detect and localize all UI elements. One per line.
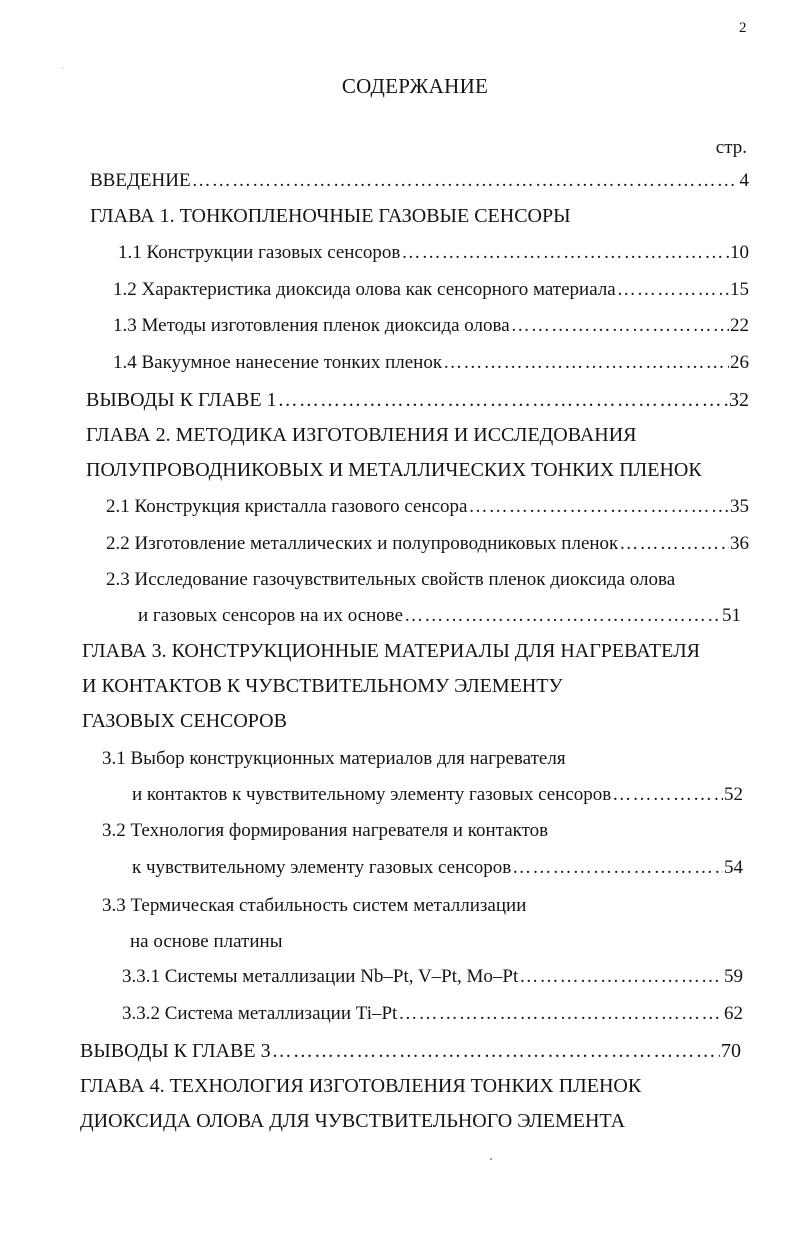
toc-entry-text: 2.2 Изготовление металлических и полупроводниковых пленок: [106, 533, 619, 554]
toc-entry-text: 3.3 Термическая стабильность систем металлизации: [102, 895, 527, 916]
leader-dots: [511, 315, 729, 337]
toc-entry-text: ПОЛУПРОВОДНИКОВЫХ И МЕТАЛЛИЧЕСКИХ ТОНКИХ ПЛЕНОК: [86, 459, 702, 481]
toc-chapter-3-heading-cont: [82, 675, 749, 703]
leader-dots: [272, 1040, 720, 1063]
toc-entry-text: 2.1 Конструкция кристалла газового сенсора: [106, 496, 468, 517]
toc-entry-page: 62: [724, 1003, 743, 1024]
toc-entry-text: ВЫВОДЫ К ГЛАВЕ 3: [80, 1040, 271, 1062]
toc-entry-2-1: [106, 496, 749, 524]
toc-entry-1-4: [113, 352, 749, 380]
toc-entry-1-1: [118, 242, 749, 270]
toc-entry-conclusions-3: [80, 1040, 741, 1068]
leader-dots: [619, 533, 729, 555]
toc-entry-page: 26: [730, 352, 749, 373]
toc-entry-text: ВЫВОДЫ К ГЛАВЕ 1: [86, 389, 277, 411]
page-column-label: стр.: [715, 137, 747, 158]
toc-chapter-2-heading: [86, 424, 749, 452]
toc-entry-text: ГЛАВА 1. ТОНКОПЛЕНОЧНЫЕ ГАЗОВЫЕ СЕНСОРЫ: [90, 205, 571, 227]
leader-dots: [192, 170, 739, 192]
toc-entry-page: 70: [721, 1040, 741, 1062]
toc-entry-page: 15: [730, 279, 749, 300]
toc-entry-page: 4: [739, 170, 749, 191]
toc-entry-text: 3.2 Технология формирования нагревателя и контактов: [102, 820, 549, 841]
toc-entry-3-1-cont: [132, 784, 743, 812]
leader-dots: [398, 1003, 723, 1025]
toc-entry-1-3: [113, 315, 749, 343]
toc-entry-text: 3.3.1 Системы металлизации Nb–Pt, V–Pt, Mo–Pt: [122, 966, 519, 987]
toc-chapter-3-heading-cont-2: [82, 710, 749, 738]
toc-entry-page: 51: [722, 605, 741, 626]
toc-entry-3-3-2: [122, 1003, 743, 1031]
toc-entry-text: и газовых сенсоров на их основе: [138, 605, 404, 626]
toc-chapter-1-heading: [90, 205, 749, 233]
leader-dots: [401, 242, 729, 264]
toc-entry-page: 59: [724, 966, 743, 987]
toc-entry-page: 52: [724, 784, 743, 805]
toc-entry-text: ВВЕДЕНИЕ: [90, 170, 191, 191]
toc-entry-page: 10: [730, 242, 749, 263]
toc-entry-text: ГЛАВА 2. МЕТОДИКА ИЗГОТОВЛЕНИЯ И ИССЛЕДОВАНИЯ: [86, 424, 637, 446]
toc-entry-page: 32: [729, 389, 749, 411]
toc-chapter-4-heading-cont: [80, 1110, 749, 1138]
toc-entry-introduction: [90, 170, 749, 198]
toc-entry-text: 1.4 Вакуумное нанесение тонких пленок: [113, 352, 443, 373]
toc-entry-3-1: [102, 748, 749, 776]
toc-entry-text: ГЛАВА 4. ТЕХНОЛОГИЯ ИЗГОТОВЛЕНИЯ ТОНКИХ ПЛЕНОК: [80, 1075, 642, 1097]
toc-entry-text: 1.3 Методы изготовления пленок диоксида олова: [113, 315, 510, 336]
toc-entry-3-3-cont: [130, 931, 749, 959]
toc-entry-text: ГЛАВА 3. КОНСТРУКЦИОННЫЕ МАТЕРИАЛЫ ДЛЯ НАГРЕВАТЕЛЯ: [82, 640, 700, 662]
leader-dots: [278, 389, 728, 412]
toc-entry-3-2: [102, 820, 749, 848]
leader-dots: [519, 966, 723, 988]
toc-entry-page: 22: [730, 315, 749, 336]
toc-chapter-3-heading: [82, 640, 749, 668]
toc-entry-1-2: [113, 279, 749, 307]
toc-entry-text: 2.3 Исследование газочувствительных свойств пленок диоксида олова: [106, 569, 676, 590]
leader-dots: [612, 784, 723, 806]
toc-chapter-4-heading: [80, 1075, 749, 1103]
toc-entry-text: и контактов к чувствительному элементу газовых сенсоров: [132, 784, 612, 805]
page-number: 2: [739, 20, 747, 36]
toc-entry-text: 1.2 Характеристика диоксида олова как сенсорного материала: [113, 279, 616, 300]
toc-entry-2-3-cont: [138, 605, 741, 633]
toc-entry-3-3: [102, 895, 749, 923]
toc-entry-page: 36: [730, 533, 749, 554]
toc-entry-text: И КОНТАКТОВ К ЧУВСТВИТЕЛЬНОМУ ЭЛЕМЕНТУ: [82, 675, 563, 697]
toc-chapter-2-heading-cont: [86, 459, 749, 487]
page-title: СОДЕРЖАНИЕ: [341, 74, 489, 98]
toc-entry-text: 3.3.2 Система металлизации Ti–Pt: [122, 1003, 398, 1024]
toc-entry-text: 3.1 Выбор конструкционных материалов для нагревателя: [102, 748, 566, 769]
toc-entry-text: к чувствительному элементу газовых сенсоров: [132, 857, 512, 878]
toc-entry-page: 35: [730, 496, 749, 517]
toc-entry-text: на основе платины: [130, 931, 283, 952]
leader-dots: [617, 279, 729, 301]
toc-entry-3-2-cont: [132, 857, 743, 885]
toc-entry-text: 1.1 Конструкции газовых сенсоров: [118, 242, 401, 263]
toc-entry-3-3-1: [122, 966, 743, 994]
leader-dots: [443, 352, 729, 374]
scan-speck: [62, 68, 63, 69]
toc-entry-text: ГАЗОВЫХ СЕНСОРОВ: [82, 710, 287, 732]
toc-entry-2-3: [106, 569, 749, 597]
toc-entry-conclusions-1: [86, 389, 749, 417]
scan-speck: [490, 1158, 492, 1160]
leader-dots: [404, 605, 721, 627]
leader-dots: [512, 857, 723, 879]
toc-entry-text: ДИОКСИДА ОЛОВА ДЛЯ ЧУВСТВИТЕЛЬНОГО ЭЛЕМЕНТА: [80, 1110, 626, 1132]
toc-entry-page: 54: [724, 857, 743, 878]
toc-entry-2-2: [106, 533, 749, 561]
leader-dots: [468, 496, 729, 518]
